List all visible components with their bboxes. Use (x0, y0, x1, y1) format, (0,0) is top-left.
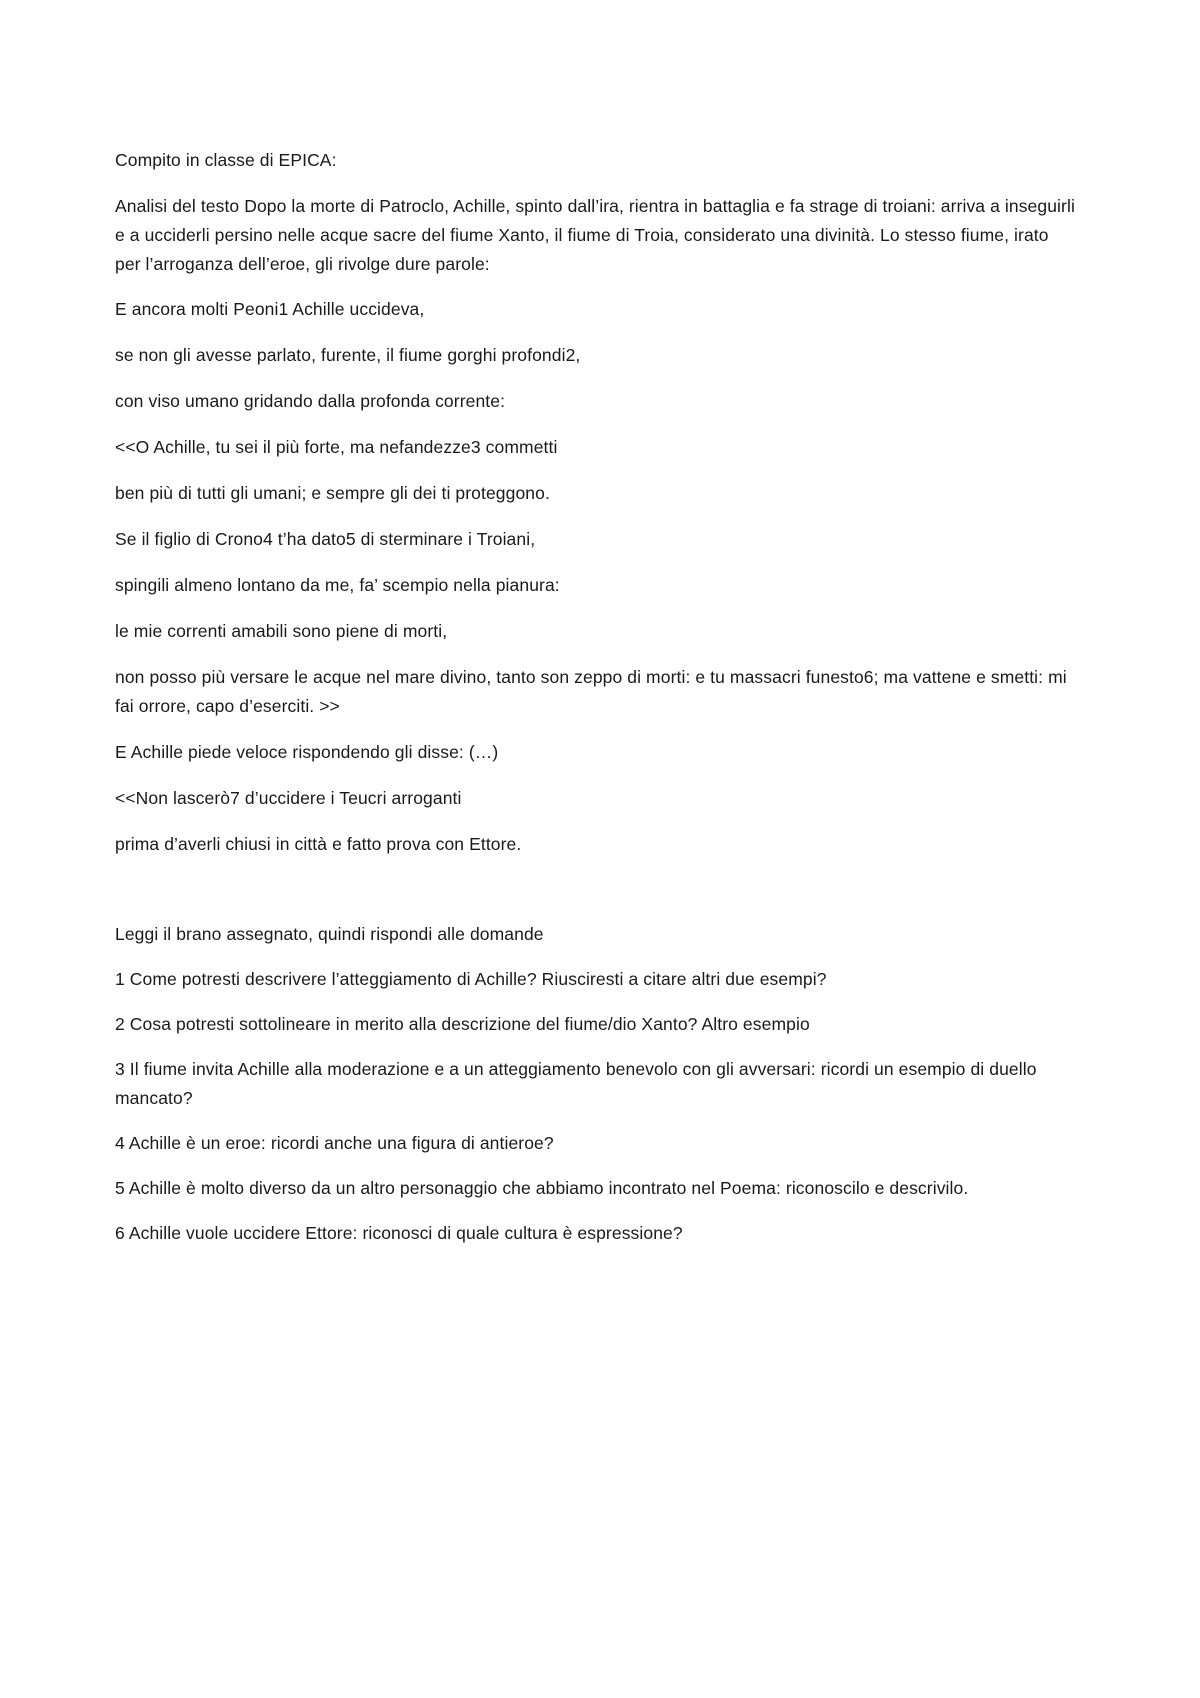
question-item: 5 Achille è molto diverso da un altro personaggio che abbiamo incontrato nel Poema: riconoscilo e descrivilo. (115, 1178, 969, 1198)
verse-line: E ancora molti Peoni1 Achille uccideva, (115, 299, 425, 319)
document-title: Compito in classe di EPICA: (115, 150, 337, 170)
verse-line: prima d’averli chiusi in città e fatto prova con Ettore. (115, 834, 522, 854)
verse-line: <<Non lascerò7 d’uccidere i Teucri arroganti (115, 788, 462, 808)
verse-line: Se il figlio di Crono4 t’ha dato5 di sterminare i Troiani, (115, 529, 536, 549)
verse-line: <<O Achille, tu sei il più forte, ma nefandezze3 commetti (115, 437, 558, 457)
verse-line: se non gli avesse parlato, furente, il fiume gorghi profondi2, (115, 345, 581, 365)
verse-line: con viso umano gridando dalla profonda corrente: (115, 391, 506, 411)
verse-line: ben più di tutti gli umani; e sempre gli dei ti proteggono. (115, 483, 550, 503)
question-item: 4 Achille è un eroe: ricordi anche una figura di antieroe? (115, 1133, 554, 1153)
verse-line: le mie correnti amabili sono piene di morti, (115, 621, 448, 641)
document-body (115, 146, 1075, 1264)
question-item: 6 Achille vuole uccidere Ettore: riconosci di quale cultura è espressione? (115, 1223, 683, 1243)
question-item: 1 Come potresti descrivere l’atteggiamento di Achille? Riusciresti a citare altri due esempi? (115, 969, 827, 989)
intro-paragraph: Analisi del testo Dopo la morte di Patroclo, Achille, spinto dall’ira, rientra in battaglia e fa strage di troiani: arriva a inseguirli e a ucciderli persino nelle acque sacre del fiume Xanto, il fiume di Troia, considerato una divinità. Lo stesso fiume, irato per l’arroganza dell’eroe, gli rivolge dure parole: (115, 196, 1075, 274)
question-item: 2 Cosa potresti sottolineare in merito alla descrizione del fiume/dio Xanto? Altro esempio (115, 1014, 810, 1034)
instruction-text: Leggi il brano assegnato, quindi rispondi alle domande (115, 924, 544, 944)
verse-line: spingili almeno lontano da me, fa’ scempio nella pianura: (115, 575, 560, 595)
question-item: 3 Il fiume invita Achille alla moderazione e a un atteggiamento benevolo con gli avversari: ricordi un esempio di duello mancato? (115, 1059, 1037, 1108)
verse-line: non posso più versare le acque nel mare divino, tanto son zeppo di morti: e tu massacri funesto6; ma vattene e smetti: mi fai orrore, capo d’eserciti. >> (115, 667, 1067, 716)
verse-line: E Achille piede veloce rispondendo gli disse: (…) (115, 742, 499, 762)
